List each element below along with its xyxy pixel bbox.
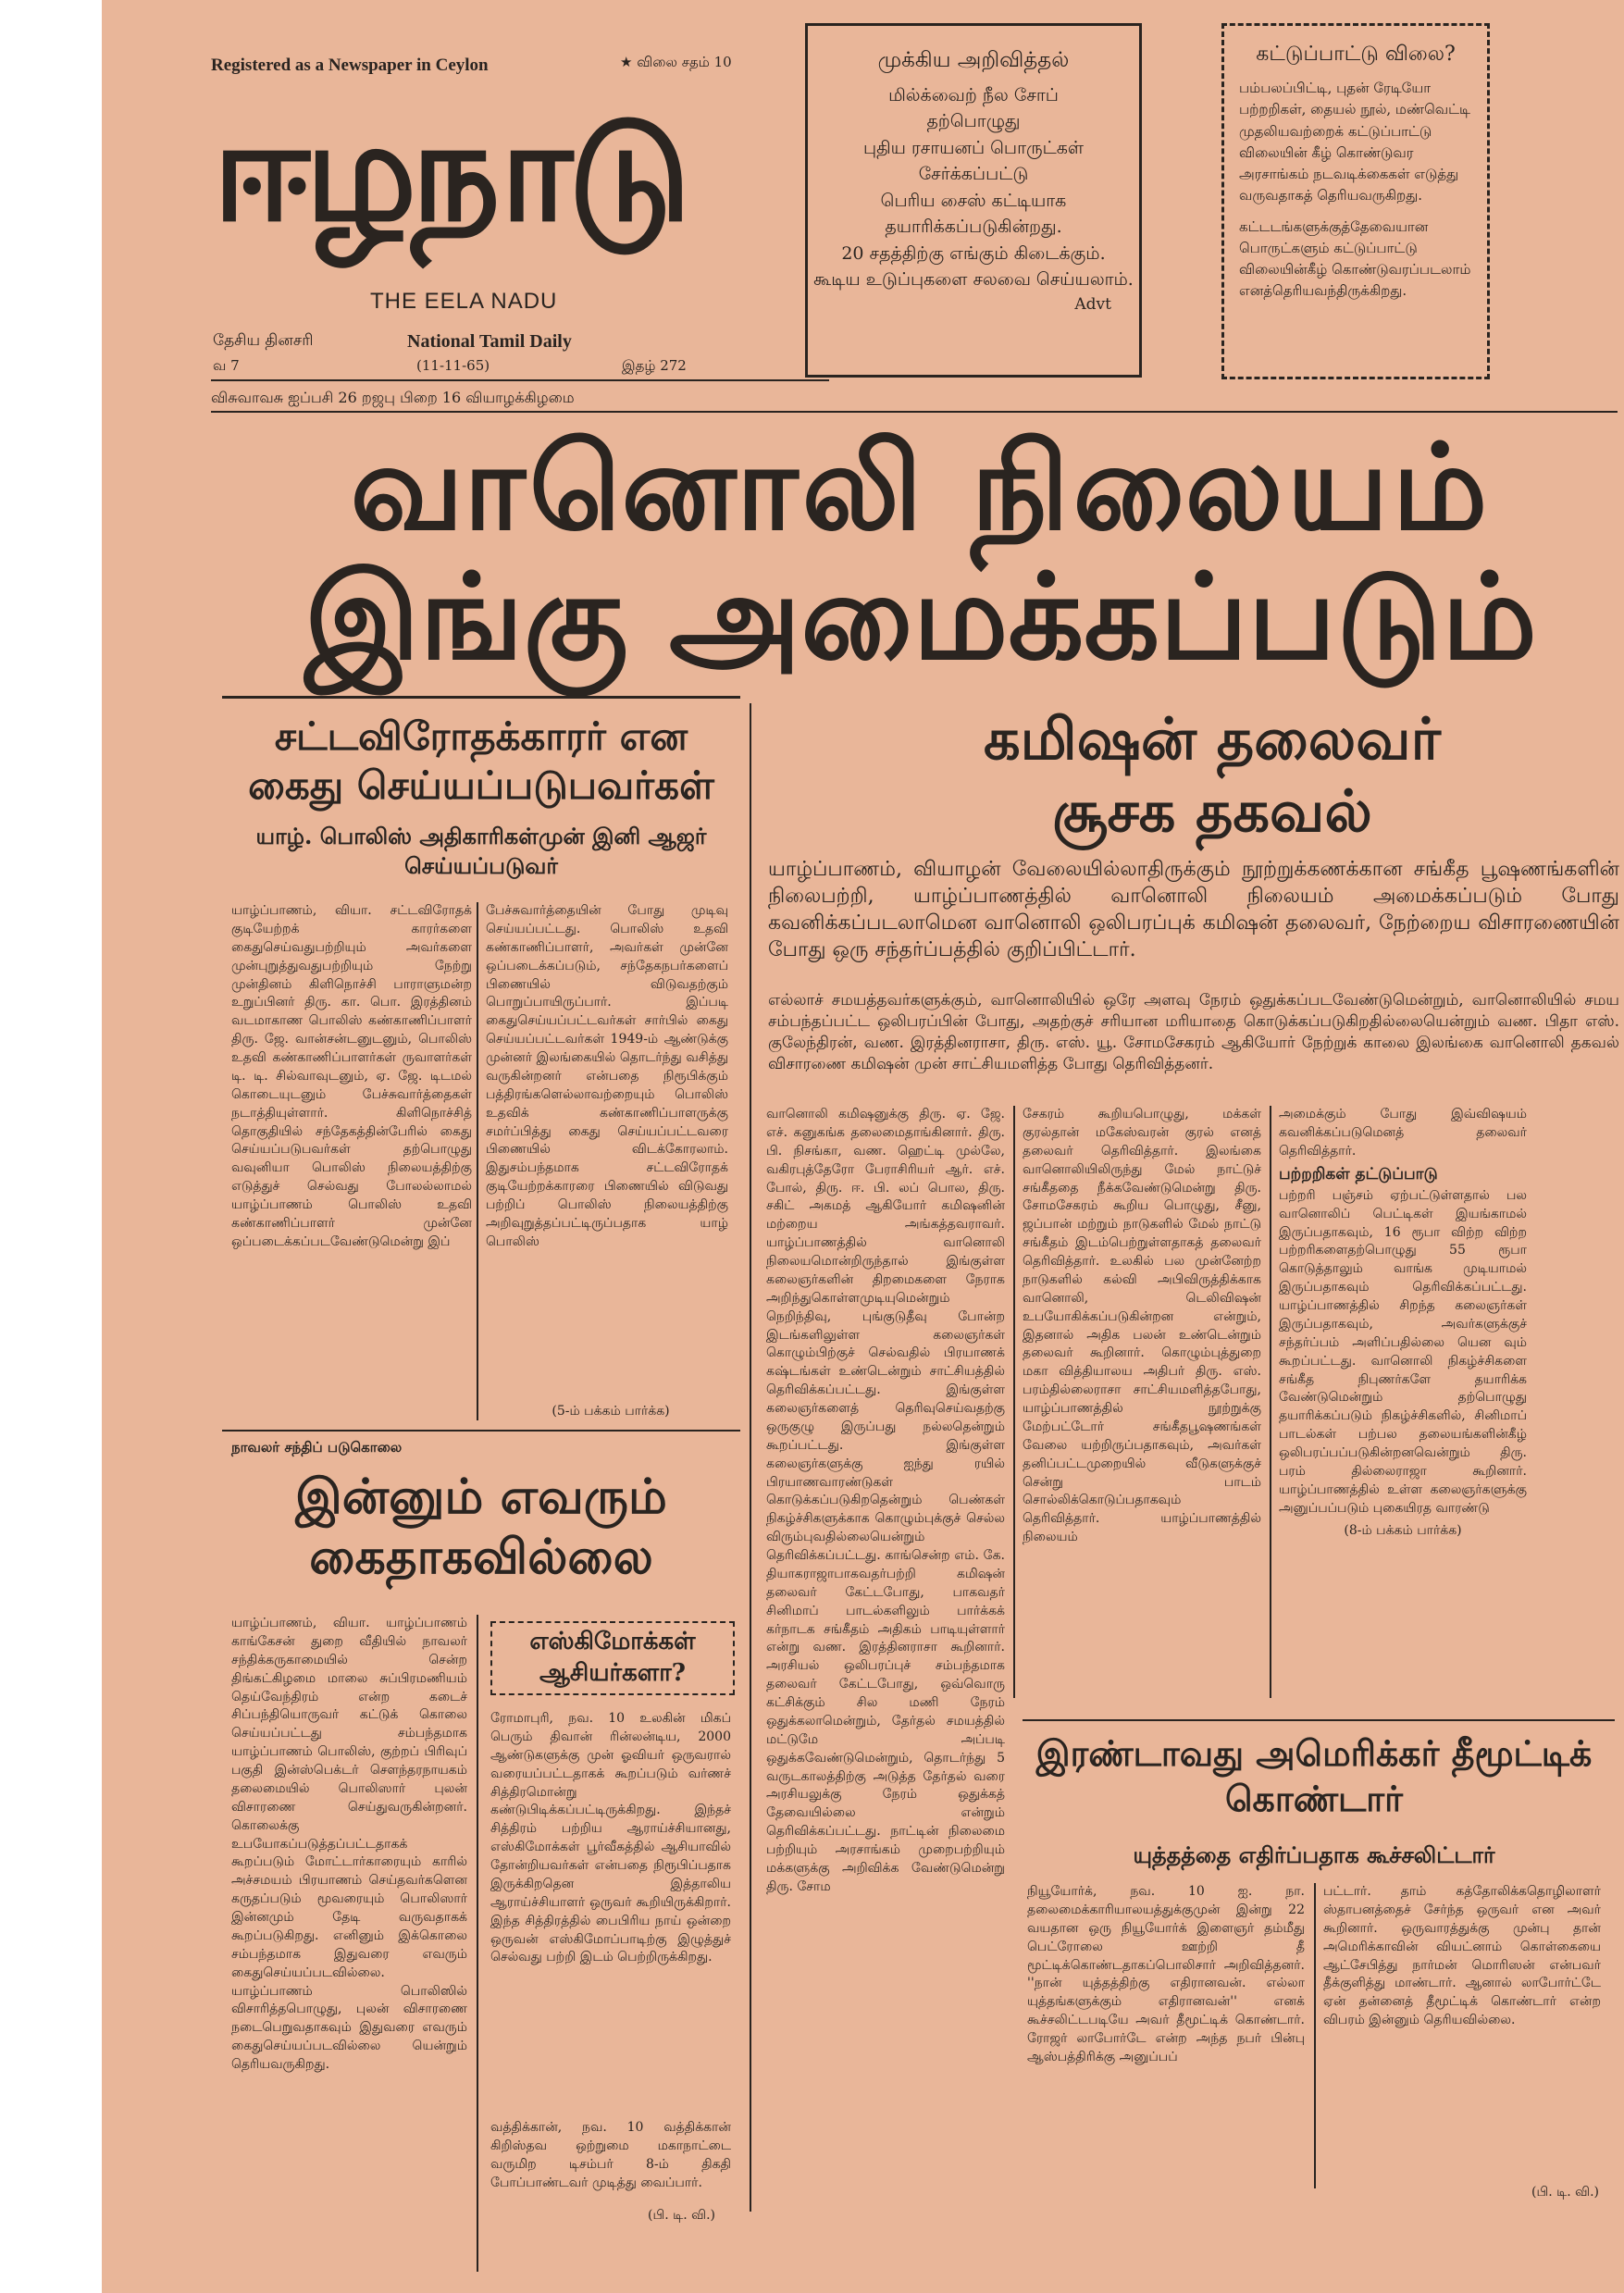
eskimo-credit: (பி. டி. வி.) (648, 2208, 716, 2223)
american-story-column-2: பட்டார். தாம் கத்தோலிக்கதொழிலாளர் ஸ்தாபனத்தைச் சேர்ந்த ஒருவர் என அவர் கூறினார். ஒருவாரத்துக்கு முன்பு தான் அமெரிக்காவின் வியட்னாம் கொள்கையை ஆட்சேபித்து நார்மன் மொரிஸன் என்பவர் தீக்குளித்து மாண்டார். ஆனால் லாபோர்ட்டே ஏன் தன்னைத் தீமூட்டிக் கொண்டார் என்ற விபரம் இன்னும் தெரியவில்லை. (1323, 1884, 1601, 2028)
newspaper-page (102, 0, 1624, 2293)
page-divider (750, 703, 751, 2212)
price-control-box (1221, 23, 1490, 379)
left-story-title: சட்டவிரோதக்காரர் என கைது செய்யப்படுபவர்கள் (248, 713, 714, 808)
advertisement-line: 20 சதத்திற்கு எங்கும் கிடைக்கும். (841, 242, 1106, 264)
main-headline-line-2: இங்கு அமைக்கப்படும் (304, 548, 1538, 687)
price-control-title: கட்டுப்பாட்டு விலை? (1256, 43, 1456, 66)
masthead-bottom-rule (211, 411, 1618, 413)
volume-number: வ 7 (213, 357, 240, 374)
naavalar-title: இன்னும் எவரும் கைதாகவில்லை (295, 1469, 667, 1585)
advertisement-sign: Advt (1074, 294, 1111, 314)
main-story-column-a: வானொலி கமிஷனுக்கு திரு. ஏ. ஜே. எச். கனுகங்க தலைமைதாங்கினார். திரு. பி. நிசங்கா, வண. ஹெட்டி முல்லே, வகிரபுத்தேரோ பேராசிரியர் ஆர். எச். போல், திரு. ஈ. பி. லப் பொல, திரு. சகிட் அகமத் ஆகியோர் கமிஷனின் மற்றைய அங்கத்தவராவர். யாழ்ப்பாணத்தில் வானொலி நிலையமொன்றிருந்தால் இங்குள்ள கலைஞர்களின் திறமைகளை நேராக அறிந்துகொள்ளமுடியுமென்றும் நெறிந்திவு, புங்குடுதீவு போன்ற இடங்களிலுள்ள கலைஞர்கள் கொழும்பிற்குச் செல்வதில் பிரயாணக் கஷ்டங்கள் உண்டென்றும் சாட்சியத்தில் தெரிவிக்கப்பட்டது. இங்குள்ள கலைஞர்களைத் தெரிவுசெய்வதற்கு ஒருகுழு இருப்பது நல்லதென்றும் கூறப்பட்டது. இங்குள்ள கலைஞர்களுக்கு ஐந்து ரயில் பிரயாணவாரண்டுகள் கொடுக்கப்படுகிறதென்றும் பெண்கள் நிகழ்ச்சிகளுக்காக கொழும்புக்குச் செல்ல விரும்புவதில்லையென்றும் தெரிவிக்கப்பட்டது. காங்சென்ற எம். கே. தியாகராஜாபாகவதர்பற்றி கமிஷன் தலைவர் கேட்டபோது, பாகவதர் சினிமாப் பாடல்களிலும் பார்க்கக் கர்நாடக சங்கீதம் அதிகம் பாடியுள்ளார் என்று வண. இரத்தினராசா கூறினார். அரசியல் ஒலிபரப்புச் சம்பந்தமாக தலைவர் கேட்டபோது, ஒவ்வொரு கட்சிக்கும் சில மணி நேரம் ஒதுக்கலாமென்றும், தேர்தல் சமயத்தில் மட்டுமே அப்படி ஒதுக்கவேண்டுமென்றும், தொடர்ந்து 5 வருடகாலத்திற்கு அடுத்த தேர்தல் வரை அரசியலுக்கு நேரம் ஒதுக்கத் தேவையில்லை என்றும் தெரிவிக்கப்பட்டது. நாட்டின் நிலைமை பற்றியும் அரசாங்கம் முறைபற்றியும் மக்களுக்கு அறிவிக்க வேண்டுமென்று திரு. சோம (766, 1107, 1005, 1894)
advertisement-box (805, 23, 1142, 378)
advertisement-line: சேர்க்கப்பட்டு (918, 164, 1029, 184)
column-divider (1013, 1106, 1015, 1698)
left-story-subtitle: யாழ். பொலிஸ் அதிகாரிகள்முன் இனி ஆஜர் செய்யப்படுவர் (255, 823, 707, 880)
masthead-english-title: THE EELA NADU (370, 289, 558, 314)
price-control-text: கட்டடங்களுக்குத்தேவையான பொருட்களும் கட்டுப்பாட்டு விலையின்கீழ் கொண்டுவரப்படலாம் எனத்தெரியவந்திருக்கிறது. (1239, 217, 1471, 300)
headline-rule (222, 696, 740, 699)
dateline: விசுவாவசு ஐப்பசி 26 றஜபு பிறை 16 வியாழக்கிழமை (211, 389, 575, 406)
battery-shortage-heading: பற்றறிகள் தட்டுப்பாடு (1279, 1164, 1438, 1184)
issue-date: (11-11-65) (416, 357, 490, 374)
price-control-text: பம்பலப்பிட்டி, புதன் ரேடியோ பற்றறிகள், தையல் நூல், மண்வெட்டி முதலியவற்றைக் கட்டுப்பாட்டு விலையின் கீழ் கொண்டுவர அரசாங்கம் நடவடிக்கைகள் எடுத்து வருவதாகத் தெரியவருகிறது. (1239, 80, 1470, 205)
battery-shortage-text: பற்றரி பஞ்சம் ஏற்பட்டுள்ளதால் பல வானொலிப் பெட்டிகள் இயங்காமல் இருப்பதாகவும், 16 ரூபா விற்ற விற்ற பற்றரிகளைதற்பொழுது 55 ரூபா கொடுத்தாலும் வாங்க முடியாமல் இருப்பதாகவும் தெரிவிக்கப்பட்டது. யாழ்ப்பாணத்தில் சிறந்த கலைஞர்கள் இருப்பதாகவும், அவர்களுக்குச் சந்தர்ப்பம் அளிப்பதில்லை யென வும் கூறப்பட்டது. வானொலி நிகழ்ச்சிகளை சங்கீத நிபுணர்களே தயாரிக்க வேண்டுமென்றும் தற்பொழுது தயாரிக்கப்படும் நிகழ்ச்சிகளில், சினிமாப் பாடல்கள் பற்பல தலையங்களின்கீழ் ஒலிபரப்பப்படுகின்றனவென்றும் திரு. பரம் தில்லைராஜா கூறினார். யாழ்ப்பாணத்தில் உள்ள கலைஞர்களுக்கு அனுப்பப்படும் புகையிரத வாரண்டு (1279, 1187, 1527, 1516)
main-story-column-c (1279, 1106, 1527, 1540)
vatican-text: வத்திக்கான், நவ. 10 வத்திக்கான் கிறிஸ்தவ ஒற்றுமை மகாநாட்டை வருமிற டிசம்பர் 8-ம் திகதி போப்பாண்டவர் முடித்து வைப்பார். (490, 2120, 731, 2190)
masthead-rule (211, 379, 829, 381)
advertisement-line: மில்க்வைற் நீல சோப் (888, 84, 1059, 105)
column-divider (477, 902, 478, 1420)
eskimo-text: ரோமாபுரி, நவ. 10 உலகின் மிகப் பெரும் திவான் ரின்லன்டிய, 2000 ஆண்டுகளுக்கு முன் ஓவியர் ஒருவரால் வரையப்பட்டதாகக் கூறப்படும் வர்ணச் சித்திரமொன்று கண்டுபிடிக்கப்பட்டிருக்கிறது. இந்தச் சித்திரம் பற்றிய ஆராய்ச்சியானது, எஸ்கிமோக்கள் பூர்வீகத்தில் ஆசியாவில் தோன்றியவர்கள் என்பதை நிரூபிப்பதாக இருக்கிறதென இத்தாலிய ஆராய்ச்சியாளர் ஒருவர் கூறியிருக்கிறார். இந்த சித்திரத்தில் பைபிரிய நாய் ஒன்றை ஒருவன் எஸ்கிமோப்பாடிற்கு இழுத்துச் செல்வது பற்றி இடம் பெற்றிருக்கிறது. (490, 1711, 731, 1965)
left-story-jump: (5-ம் பக்கம் பார்க்க) (552, 1404, 670, 1419)
column-divider (477, 1615, 478, 2272)
eskimo-title: எஸ்கிமோக்கள் ஆசியர்களா? (490, 1621, 735, 1695)
main-story-title (805, 703, 1619, 847)
main-story-column-b: சேகரம் கூறியபொழுது, மக்கள் குரல்தான் மகேஸ்வரன் குரல் எனத் தலைவர் தெரிவித்தார். இலங்கை வானொலியிலிருந்து மேல் நாட்டுச் சங்கீததை நீக்கவேண்டுமென்று திரு. சோமசேகரம் கூறிய பொழுது, சீனு, ஜப்பான் மற்றும் நாடுகளில் மேல் நாட்டு சங்கீதம் இடம்பெற்றுள்ளதாகத் தலைவர் தெரிவித்தார். உலகில் பல முன்னேற்ற நாடுகளில் கல்வி அபிவிருத்திக்காக வானொலி, டெலிவிஷன் உபயோகிக்கப்படுகின்றன என்றும், இதனால் அதிக பலன் உண்டென்றும் தலைவர் கூறினார். கொழும்புத்துறை மகா வித்தியாலய அதிபர் திரு. எஸ். பரம்தில்லைராசா சாட்சியமளித்தபோது, யாழ்ப்பாணத்தில் நூற்றுக்கு மேற்பட்டோர் சங்கீதபூஷணங்கள் வேலை யற்றிருப்பதாகவும், அவர்கள் தனிப்பட்டமுறையில் வீடுகளுக்குச் சென்று பாடம் சொல்லிக்கொடுப்பதாகவும் தெரிவித்தார். யாழ்ப்பாணத்தில் நிலையம் (1023, 1107, 1261, 1545)
tagline-tamil: தேசிய தினசரி (213, 331, 314, 350)
section-rule (1023, 1719, 1615, 1721)
american-story-column-1: நியூயோர்க், நவ. 10 ஐ. நா. தலைமைக்காரியாலயத்துக்குமுன் இன்று 22 வயதான ஒரு நியூயோர்க் இளைஞர் தம்மீது பெட்ரோலை ஊற்றி தீ மூட்டிக்கொண்டதாகப்பொலிசார் அறிவித்தனர். ''நான் யுத்தத்திற்கு எதிரானவன். எல்லா யுத்தங்களுக்கும் எதிரானவன்'' எனக் கூச்சலிட்டபடியே அவர் தீமூட்டிக் கொண்டார். ரோஜர் லாபோர்டே என்ற அந்த நபர் பின்பு ஆஸ்பத்திரிக்கு அனுப்பப் (1027, 1884, 1305, 2064)
price-note: ★ விலை சதம் 10 (620, 54, 732, 70)
issue-number: இதழ் 272 (622, 357, 687, 374)
advertisement-heading: முக்கிய அறிவித்தல் (877, 48, 1070, 72)
column-divider (1270, 1106, 1271, 1698)
advertisement-line: பெரிய சைஸ் கட்டியாக (880, 190, 1067, 211)
advertisement-line: தற்பொழுது (926, 111, 1021, 131)
advertisement-line: கூடிய உடுப்புகளை சலவை செய்யலாம். (813, 269, 1134, 290)
main-story-subtitle: சூசக தகவல் (1052, 776, 1372, 845)
advertisement-line: புதிய ரசாயனப் பொருட்கள் (862, 137, 1085, 158)
naavalar-kicker: நாவலர் சந்திப் படுகொலை (231, 1439, 403, 1456)
section-rule (222, 1430, 740, 1432)
naavalar-text: யாழ்ப்பாணம், வியா. யாழ்ப்பாணம் காங்கேசன் துறை வீதியில் நாவலர் சந்திக்கருகாமையில் சென்ற திங்கட்கிழமை மாலை சுப்பிரமணியம் தெய்வேந்திரம் என்ற கடைச் சிப்பந்தியொருவர் கட்டுக் கொலை செய்யப்பட்டது சம்பந்தமாக யாழ்ப்பாணம் பொலிஸ், குற்றப் பிரிவுப் பகுதி இன்ஸ்பெக்டர் சௌந்தரநாயகம் தலைமையில் பொலிஸார் புலன் விசாரணை செய்துவருகின்றனர். கொலைக்கு உபயோகப்படுத்தப்பட்டதாகக் கூறப்படும் மோட்டார்காரையும் காரில் அச்சமயம் பிரயாணம் செய்தவர்களென கருதப்படும் மூவரையும் பொலிஸார் இன்னமும் தேடி வருவதாகக் கூறப்படுகிறது. எனினும் இக்கொலை சம்பந்தமாக இதுவரை எவரும் கைதுசெய்யப்படவில்லை. யாழ்ப்பாணம் பொலிஸில் விசாரித்தபொழுது, புலன் விசாரணை நடைபெறுவதாகவும் இதுவரை எவரும் கைதுசெய்யப்படவில்லை யென்றும் தெரியவருகிறது. (231, 1616, 467, 2072)
main-headline-line-1: வானொலி நிலையம் (350, 418, 1492, 557)
main-story-title-line: கமிஷன் தலைவர் (983, 705, 1442, 773)
advertisement-line: தயாரிக்கப்படுகின்றது. (885, 217, 1062, 237)
main-story-lead: யாழ்ப்பாணம், வியாழன் வேலையில்லாதிருக்கும் நூற்றுக்கணக்கான சங்கீத பூஷணங்களின் நிலைபற்றி, யாழ்ப்பாணத்தில் வானொலி நிலையம் அமைக்கப்படும் போது கவனிக்கப்படலாமென வானொலி ஒலிபரப்புக் கமிஷன் தலைவர், நேற்றைய விசாரணையின் போது ஒரு சந்தர்ப்பத்தில் குறிப்பிட்டார். (768, 858, 1619, 962)
registration-note: Registered as a Newspaper in Ceylon (211, 56, 489, 75)
tagline-english: National Tamil Daily (407, 331, 572, 352)
main-story-paragraph: எல்லாச் சமயத்தவர்களுக்கும், வானொலியில் ஒரே அளவு நேரம் ஒதுக்கப்படவேண்டுமென்றும், வானொலியில் சமய சம்பந்தப்பட்ட ஒலிபரப்பின் போது, அதற்குச் சரியான மரியாதை கொடுக்கப்படுகிறதில்லையென்றும் வண. பிதா எஸ். குலேந்திரன், வண. இரத்தினராசா, திரு. எஸ். யூ. சோமசேகரம் ஆகியோர் நேற்றுக் காலை இலங்கை வானொலி தகவல் விசாரணை கமிஷன் முன் சாட்சியமளித்த போது தெரிவித்தனர். (768, 991, 1619, 1073)
column-divider (1314, 1883, 1316, 2188)
main-story-jump: (8-ம் பக்கம் பார்க்க) (1344, 1522, 1462, 1538)
american-story-title: இரண்டாவது அமெரிக்கர் தீமூட்டிக் கொண்டார் (1035, 1732, 1593, 1820)
left-story-column-1: யாழ்ப்பாணம், வியா. சட்டவிரோதக் குடியேற்றக் காரர்களை கைதுசெய்வதுபற்றியும் அவர்களை முன்புறுத்துவதுபற்றியும் நேற்று முன்தினம் கிளிநொச்சி பாராளுமன்ற உறுப்பினர் திரு. கா. பொ. இரத்தினம் வடமாகாண பொலிஸ் கண்காணிப்பாளர் திரு. ஜே. வான்சன்டனுடனும், பொலிஸ் உதவி கண்காணிப்பாளர்கள் ருவாளர்கள் டி. டி. சில்வாவுடனும், ஏ. ஜே. டிடமல் கொடையுடனும் பேச்சுவார்த்தைகள் நடாத்தியுள்ளார். கிளிநொச்சித் தொகுதியில் சந்தேகத்தின்பேரில் கைது செய்யப்படுபவர்கள் தற்பொழுது வவுனியா பொலிஸ் நிலையத்திற்கு எடுத்துச் செல்வது போலல்லாமல் யாழ்ப்பாணம் பொலிஸ் உதவி கண்காணிப்பாளர் முன்னே ஒப்படைக்கப்படவேண்டுமென்று இப் (231, 903, 472, 1249)
american-story-credit: (பி. டி. வி.) (1531, 2185, 1600, 2200)
american-story-subtitle: யுத்தத்தை எதிர்ப்பதாக கூச்சலிட்டார் (1133, 1841, 1495, 1868)
left-story-column-2: பேச்சுவார்த்தையின் போது முடிவு செய்யப்பட்டது. பொலிஸ் உதவி கண்காணிப்பாளர், அவர்கள் முன்னே ஒப்படைக்கப்படும், சந்தேகநபர்களைப் பிணையில் விடுவதற்கும் பொறுப்பாயிருப்பார். இப்படி கைதுசெய்யப்பட்டவர்கள் சார்பில் கைது செய்யப்பட்டவர்கள் 1949-ம் ஆண்டுக்கு முன்னர் இலங்கையில் தொடர்ந்து வசித்து வருகின்றனர் என்பதை நிரூபிக்கும் பத்திரங்களெல்லாவற்றையும் பொலிஸ் உதவிக் கண்காணிப்பாளருக்கு சமர்ப்பித்து கைது செய்யப்பட்டவரை பிணையில் விடக்கோரலாம். இதுசம்பந்தமாக சட்டவிரோதக் குடியேற்றக்காரரை பிணையில் விடுவது பற்றிப் பொலிஸ் நிலையத்திற்கு அறிவுறுத்தப்பட்டிருப்பதாக யாழ் பொலிஸ் (486, 903, 728, 1249)
main-story-column-c-intro: அமைக்கும் போது இவ்விஷயம் கவனிக்கப்படுமெனத் தலைவர் தெரிவித்தார். (1279, 1107, 1527, 1159)
masthead-title: ஈழநாடு (213, 90, 686, 253)
